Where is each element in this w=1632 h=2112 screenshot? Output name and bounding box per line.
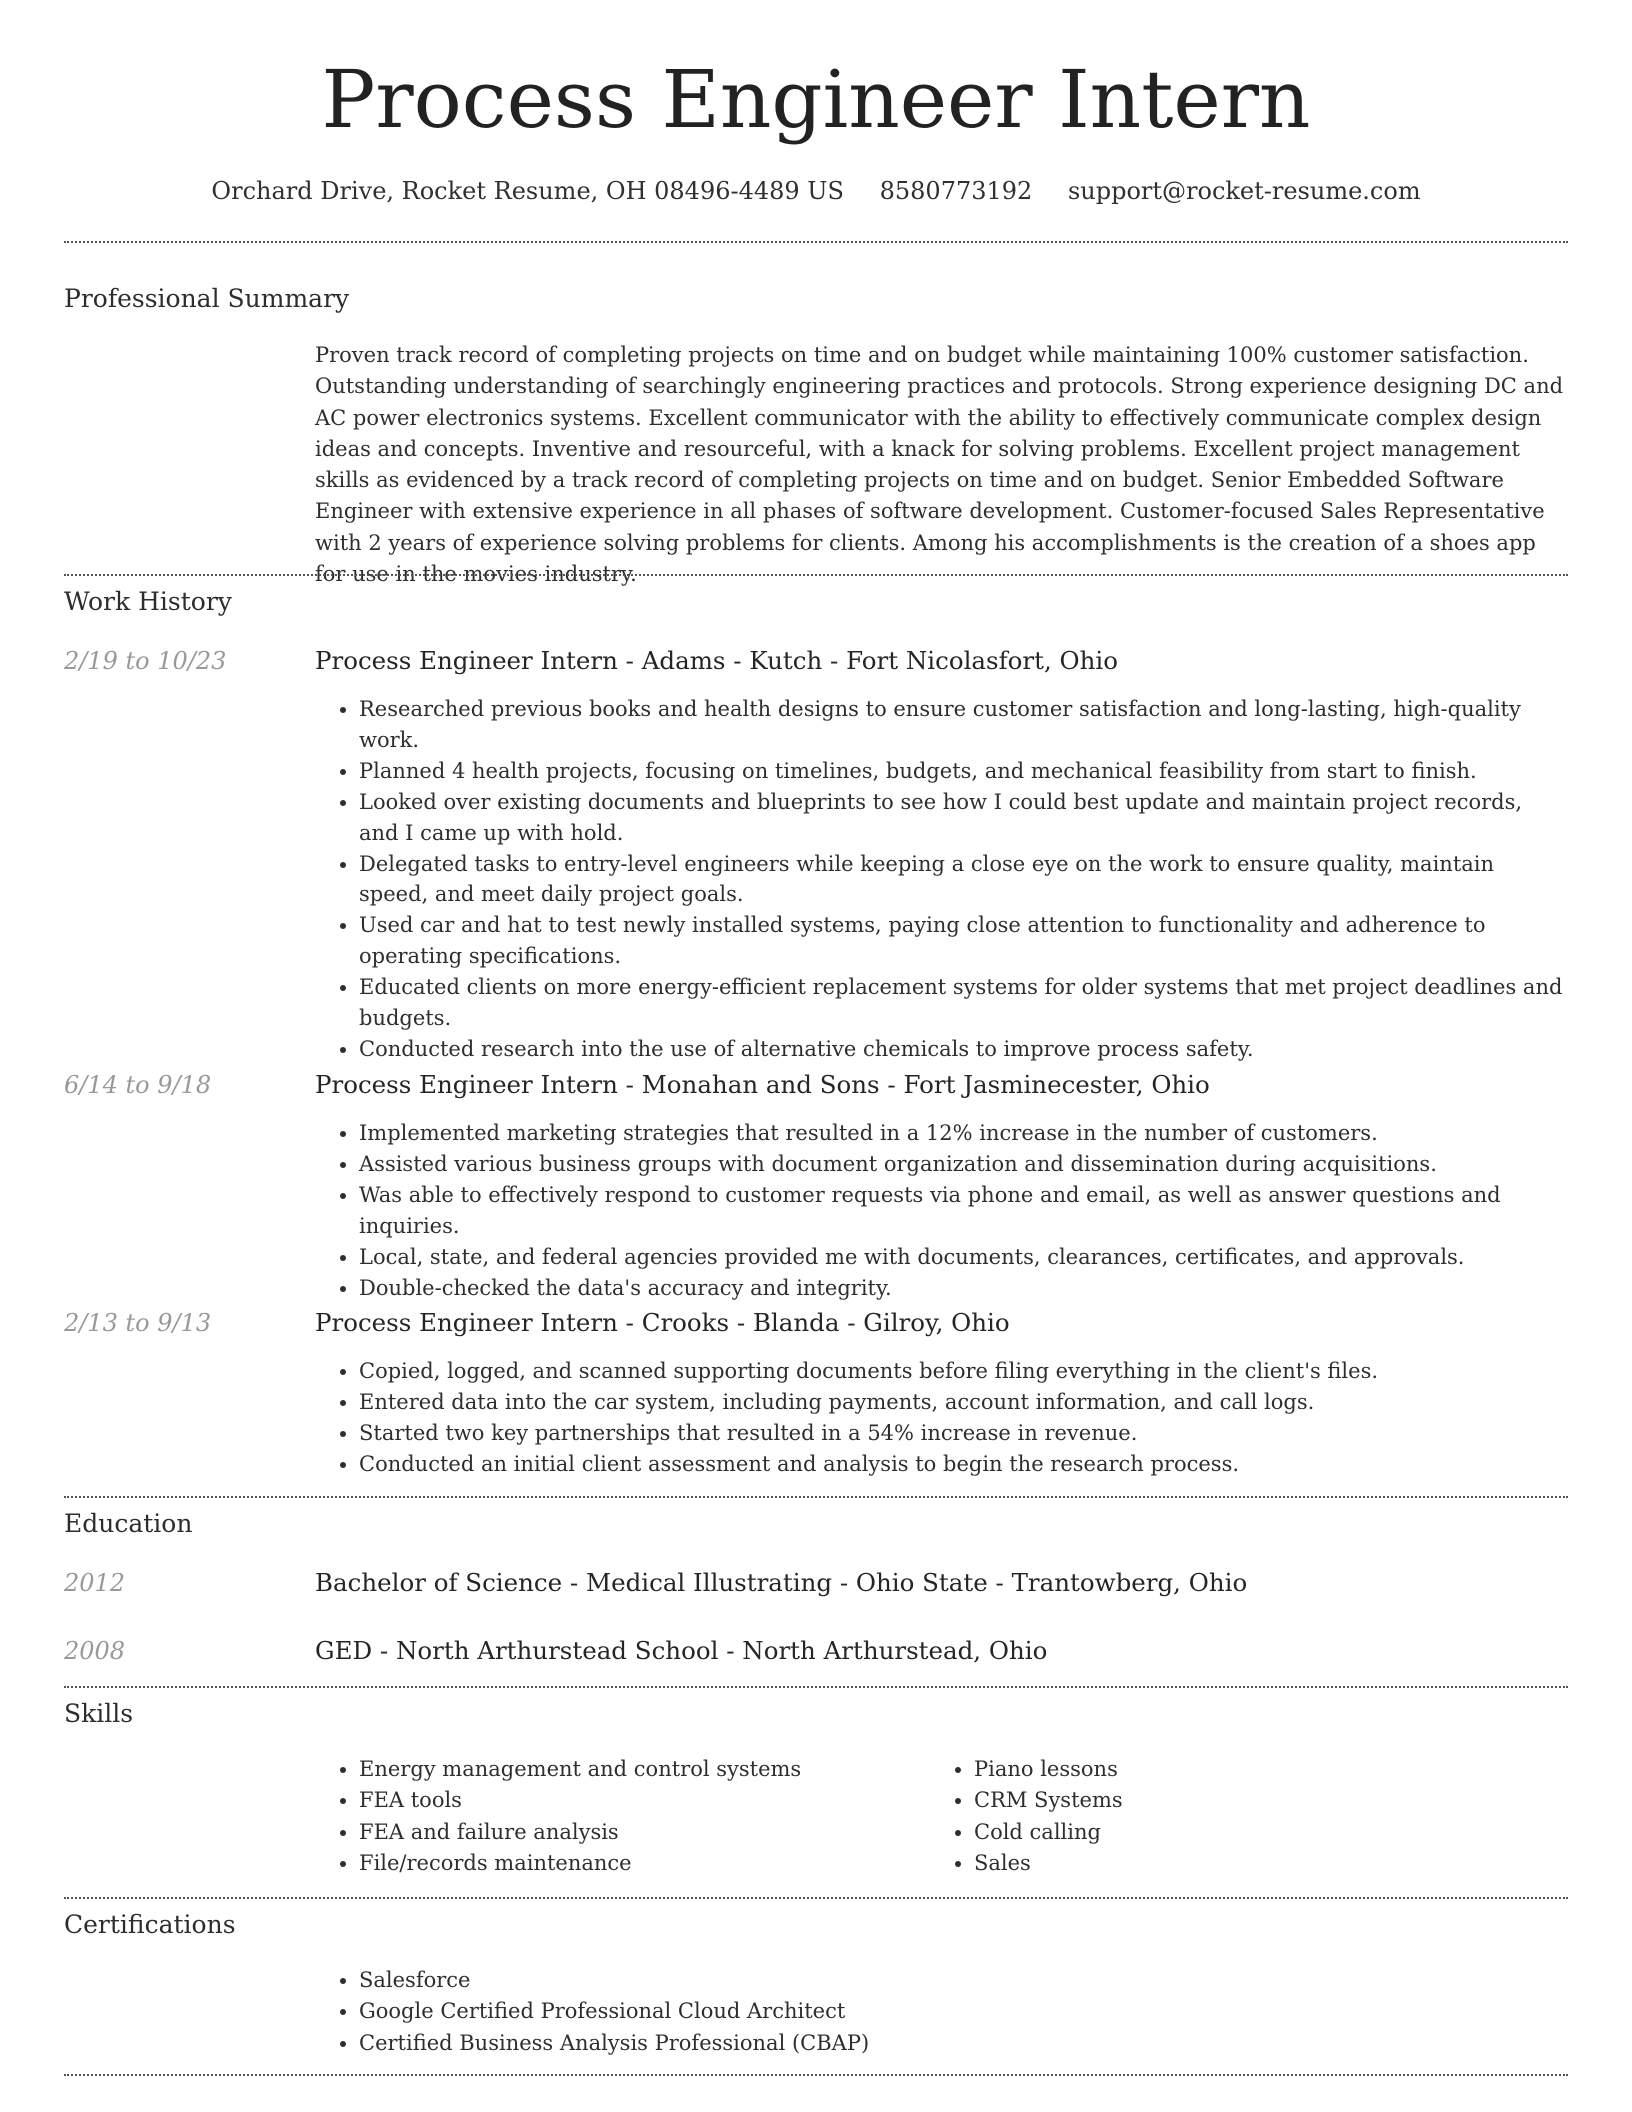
job-bullet: • Entered data into the car system, including payments, account information, and call logs. bbox=[359, 1387, 1565, 1418]
job-bullet: • Started two key partnerships that resulted in a 54% increase in revenue. bbox=[359, 1418, 1565, 1449]
skill-item: • Cold calling bbox=[974, 1817, 1530, 1848]
education-section-title: Education bbox=[64, 1509, 193, 1538]
skills-section-title: Skills bbox=[64, 1699, 134, 1728]
summary-text: Proven track record of completing projects on time and on budget while maintaining 100% customer satisfaction. Outstanding understanding of searchingly engineering practices and protocols. Strong experience designing DC and AC power electronics systems. Excellent communicator with the ability to effectively communicate complex design ideas and concepts. Inventive and resourceful, with a knack for solving problems. Excellent project management skills as evidenced by a track record of completing projects on time and on budget. Senior Embedded Software Engineer with extensive experience in all phases of software development. Customer-focused Sales Representative with 2 years of experience solving problems for clients. Among his accomplishments is the creation of a shoes app for use in the movies industry. bbox=[315, 343, 1564, 587]
section-divider bbox=[64, 241, 1568, 243]
job-bullet: • Local, state, and federal agencies provided me with documents, clearances, certificates, and approvals. bbox=[359, 1242, 1565, 1273]
skill-item: • Sales bbox=[974, 1848, 1530, 1879]
certifications-list bbox=[315, 1965, 1565, 2059]
job-bullet: • Was able to effectively respond to customer requests via phone and email, as well as answer questions and inquiries. bbox=[359, 1180, 1565, 1242]
section-divider bbox=[64, 2074, 1568, 2076]
section-divider bbox=[64, 574, 1568, 576]
skill-item: • File/records maintenance bbox=[359, 1848, 915, 1879]
job-bullet: • Conducted research into the use of alternative chemicals to improve process safety. bbox=[359, 1034, 1565, 1065]
job-bullet: • Used car and hat to test newly installed systems, paying close attention to functionality and adherence to operating specifications. bbox=[359, 910, 1565, 972]
education-details: Bachelor of Science - Medical Illustrating - Ohio State - Trantowberg, Ohio bbox=[315, 1568, 1248, 1597]
job-dates: 2/13 to 9/13 bbox=[64, 1309, 212, 1337]
skills-list-left bbox=[315, 1754, 915, 1879]
skill-item: • Energy management and control systems bbox=[359, 1754, 915, 1785]
job-bullet-list bbox=[315, 1118, 1565, 1303]
job-heading: Process Engineer Intern - Adams - Kutch - Fort Nicolasfort, Ohio bbox=[315, 646, 1119, 675]
skill-item: • FEA tools bbox=[359, 1785, 915, 1816]
job-bullet: • Assisted various business groups with document organization and dissemination during acquisitions. bbox=[359, 1149, 1565, 1180]
job-heading: Process Engineer Intern - Monahan and Sons - Fort Jasminecester, Ohio bbox=[315, 1070, 1210, 1099]
education-year: 2008 bbox=[64, 1637, 126, 1665]
certification-item: • Google Certified Professional Cloud Architect bbox=[359, 1996, 1565, 2027]
candidate-name: Process Engineer Intern bbox=[321, 53, 1311, 146]
section-divider bbox=[64, 1897, 1568, 1899]
education-year: 2012 bbox=[64, 1569, 126, 1597]
skills-list-right bbox=[930, 1754, 1530, 1879]
job-bullet: • Double-checked the data's accuracy and integrity. bbox=[359, 1273, 1565, 1304]
section-divider bbox=[64, 1686, 1568, 1688]
job-bullet: • Conducted an initial client assessment and analysis to begin the research process. bbox=[359, 1449, 1565, 1480]
certifications-section-title: Certifications bbox=[64, 1910, 236, 1939]
skill-item: • CRM Systems bbox=[974, 1785, 1530, 1816]
job-bullet-list bbox=[315, 1356, 1565, 1480]
job-heading: Process Engineer Intern - Crooks - Blanda - Gilroy, Ohio bbox=[315, 1308, 1010, 1337]
job-bullet: • Researched previous books and health designs to ensure customer satisfaction and long-lasting, high-quality work. bbox=[359, 694, 1565, 756]
job-dates: 2/19 to 10/23 bbox=[64, 647, 227, 675]
work-history-section-title: Work History bbox=[64, 587, 232, 616]
email-address: support@rocket-resume.com bbox=[1067, 177, 1421, 205]
certification-item: • Certified Business Analysis Professional (CBAP) bbox=[359, 2028, 1565, 2059]
job-bullet: • Implemented marketing strategies that resulted in a 12% increase in the number of customers. bbox=[359, 1118, 1565, 1149]
job-dates: 6/14 to 9/18 bbox=[64, 1071, 212, 1099]
resume-header bbox=[0, 44, 1632, 208]
job-bullet-list bbox=[315, 694, 1565, 1065]
skill-item: • Piano lessons bbox=[974, 1754, 1530, 1785]
job-bullet: • Copied, logged, and scanned supporting documents before filing everything in the client's files. bbox=[359, 1356, 1565, 1387]
job-bullet: • Looked over existing documents and blueprints to see how I could best update and maintain project records, and I came up with hold. bbox=[359, 787, 1565, 849]
education-details: GED - North Arthurstead School - North Arthurstead, Ohio bbox=[315, 1636, 1048, 1665]
section-divider bbox=[64, 1496, 1568, 1498]
summary-section-title: Professional Summary bbox=[64, 284, 350, 313]
job-bullet: • Educated clients on more energy-efficient replacement systems for older systems that met project deadlines and budgets. bbox=[359, 972, 1565, 1034]
skill-item: • FEA and failure analysis bbox=[359, 1817, 915, 1848]
contact-line bbox=[0, 174, 1632, 208]
job-bullet: • Delegated tasks to entry-level engineers while keeping a close eye on the work to ensure quality, maintain speed, and meet daily project goals. bbox=[359, 849, 1565, 911]
phone-number: 8580773192 bbox=[879, 177, 1033, 205]
address: Orchard Drive, Rocket Resume, OH 08496-4489 US bbox=[211, 177, 844, 205]
certification-item: • Salesforce bbox=[359, 1965, 1565, 1996]
job-bullet: • Planned 4 health projects, focusing on timelines, budgets, and mechanical feasibility from start to finish. bbox=[359, 756, 1565, 787]
